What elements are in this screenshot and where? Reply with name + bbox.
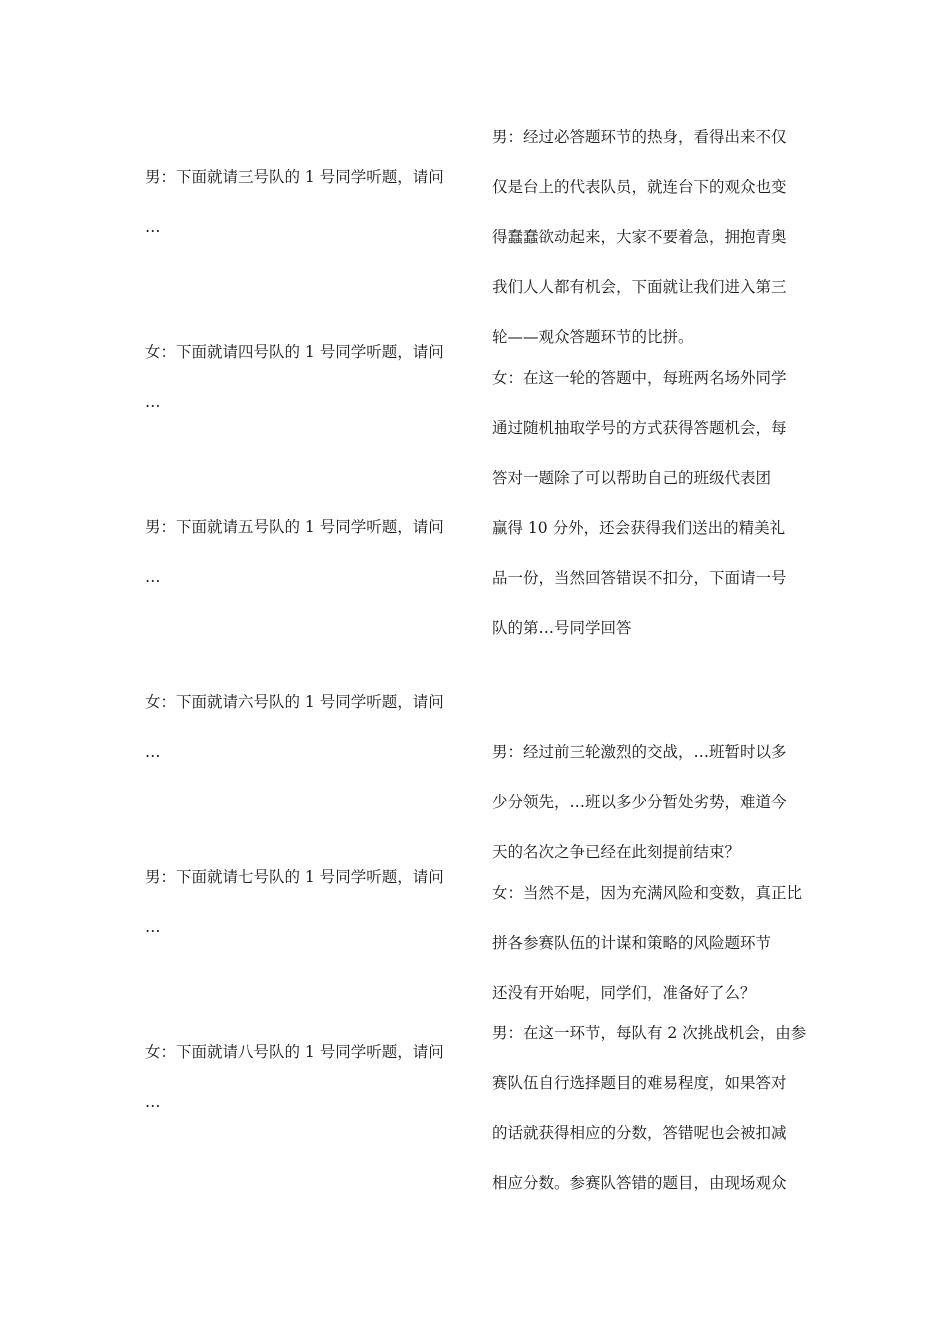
right-para-3-line-3: 天的名次之争已经在此刻提前结束？ xyxy=(492,843,741,861)
right-para-1-line-2: 仅是台上的代表队员，就连台下的观众也变 xyxy=(492,178,787,196)
left-para-1-ellipsis: … xyxy=(145,218,161,236)
right-para-5-line-1: 男：在这一环节，每队有 2 次挑战机会，由参 xyxy=(492,1024,807,1042)
right-para-4-line-3: 还没有开始呢，同学们，准备好了么？ xyxy=(492,984,756,1002)
right-para-2-line-6: 队的第…号同学回答 xyxy=(492,619,632,637)
right-para-3-line-1: 男：经过前三轮激烈的交战，…班暂时以多 xyxy=(492,743,787,761)
right-para-3-line-2: 少分领先，…班以多少分暂处劣势，难道今 xyxy=(492,793,787,811)
right-para-5-line-4: 相应分数。参赛队答错的题目，由现场观众 xyxy=(492,1174,787,1192)
right-para-4-line-1: 女：当然不是，因为充满风险和变数，真正比 xyxy=(492,884,803,902)
right-para-5-line-2: 赛队伍自行选择题目的难易程度，如果答对 xyxy=(492,1074,787,1092)
left-para-6-ellipsis: … xyxy=(145,1093,161,1111)
right-para-2-line-2: 通过随机抽取学号的方式获得答题机会，每 xyxy=(492,419,787,437)
right-paragraph-1 xyxy=(492,112,812,362)
left-para-1-line-1: 男：下面就请三号队的 1 号同学听题，请问 xyxy=(145,168,444,186)
right-para-2-line-4: 赢得 10 分外，还会获得我们送出的精美礼 xyxy=(492,519,786,537)
left-para-6-line-1: 女：下面就请八号队的 1 号同学听题，请问 xyxy=(145,1043,444,1061)
left-para-3-line-1: 男：下面就请五号队的 1 号同学听题，请问 xyxy=(145,518,444,536)
left-para-5-ellipsis: … xyxy=(145,918,161,936)
right-para-1-line-3: 得蠢蠢欲动起来，大家不要着急，拥抱青奥 xyxy=(492,228,787,246)
right-paragraph-2 xyxy=(492,353,812,653)
right-para-2-line-1: 女：在这一轮的答题中，每班两名场外同学 xyxy=(492,369,787,387)
right-para-2-line-5: 品一份，当然回答错误不扣分，下面请一号 xyxy=(492,569,787,587)
left-para-5-line-1: 男：下面就请七号队的 1 号同学听题，请问 xyxy=(145,868,444,886)
right-para-5-line-3: 的话就获得相应的分数，答错呢也会被扣减 xyxy=(492,1124,787,1142)
left-para-2-line-1: 女：下面就请四号队的 1 号同学听题，请问 xyxy=(145,343,444,361)
right-para-4-line-2: 拼各参赛队伍的计谋和策略的风险题环节 xyxy=(492,934,772,952)
right-para-1-line-1: 男：经过必答题环节的热身，看得出来不仅 xyxy=(492,128,787,146)
right-paragraph-4 xyxy=(492,868,812,1018)
right-para-2-line-3: 答对一题除了可以帮助自己的班级代表团 xyxy=(492,469,772,487)
right-para-1-line-5: 轮——观众答题环节的比拼。 xyxy=(492,328,694,346)
left-para-2-ellipsis: … xyxy=(145,393,161,411)
left-para-4-ellipsis: … xyxy=(145,743,161,761)
left-para-4-line-1: 女：下面就请六号队的 1 号同学听题，请问 xyxy=(145,693,444,711)
right-paragraph-3 xyxy=(492,727,812,877)
right-para-1-line-4: 我们人人都有机会，下面就让我们进入第三 xyxy=(492,278,787,296)
left-para-3-ellipsis: … xyxy=(145,568,161,586)
right-paragraph-5 xyxy=(492,1008,812,1208)
